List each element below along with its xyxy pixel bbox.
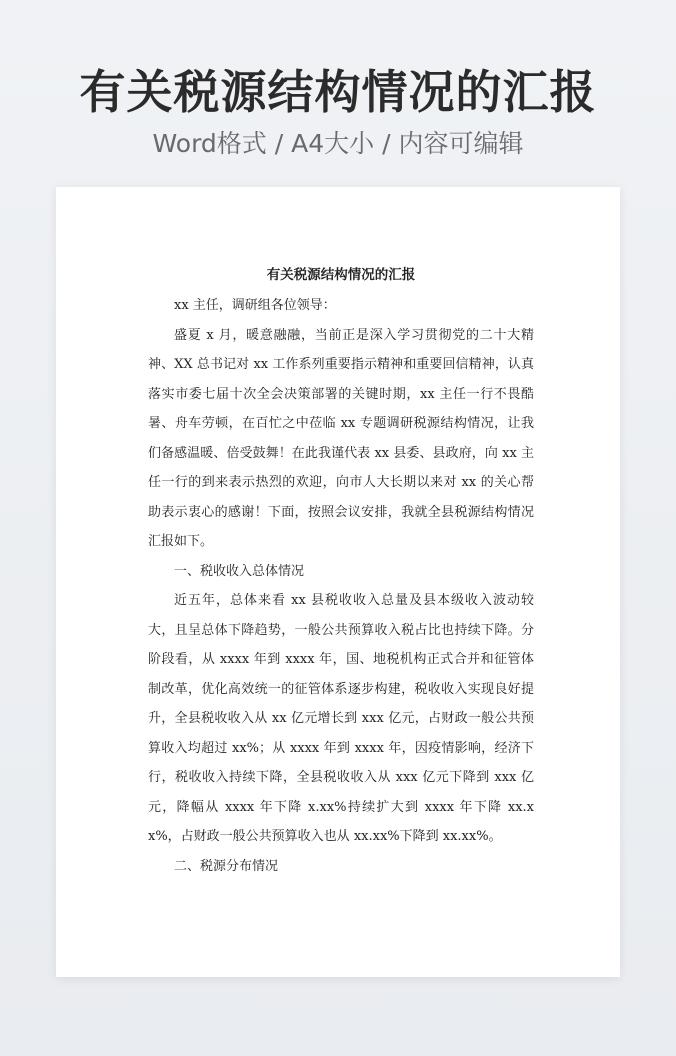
document-paragraph-tax-revenue: 近五年，总体来看 xx 县税收收入总量及县本级收入波动较大，且呈总体下降趋势，一般公共预算收入税占比也持续下降。分阶段看，从 xxxx 年到 xxxx 年，国、地税机构正式合并和征管体制改革，优化高效统一的征管体系逐步构建，税收收入实现良好提升，全县税收收入从 xx 亿元增长到 xxx 亿元，占财政一般公共预算收入均超过 xx%；从 xxxx 年到 xxxx 年，因疫情影响，经济下行，税收收入持续下降，全县税收收入从 xxx 亿元下降到 xxx 亿元，降幅从 xxxx 年下降 x.xx%持续扩大到 xxxx 年下降 xx.xx%，占财政一般公共预算收入也从 xx.xx%下降到 xx.xx%。 xyxy=(148,593,534,844)
document-title: 有关税源结构情况的汇报 xyxy=(266,267,416,283)
document-salutation: xx 主任，调研组各位领导： xyxy=(174,298,336,313)
page-header xyxy=(0,60,676,162)
document-body xyxy=(148,263,534,881)
document-page xyxy=(56,187,620,977)
page-title: 有关税源结构情况的汇报 xyxy=(79,65,597,119)
page-subtitle: Word格式 / A4大小 / 内容可编辑 xyxy=(152,129,524,158)
section-heading-tax-distribution: 二、税源分布情况 xyxy=(174,858,279,874)
section-heading-tax-revenue: 一、税收收入总体情况 xyxy=(174,563,305,579)
document-paragraph-opening: 盛夏 x 月，暖意融融，当前正是深入学习贯彻党的二十大精神、XX 总书记对 xx 工作系列重要指示精神和重要回信精神，认真落实市委七届十次全会决策部署的关键时期，xx 主任一行不畏酷暑、舟车劳顿，在百忙之中莅临 xx 专题调研税源结构情况，让我们备感温暖、倍受鼓舞！在此我谨代表 xx 县委、县政府，向 xx 主任一行的到来表示热烈的欢迎，向市人大长期以来对 xx 的关心帮助表示衷心的感谢！下面，按照会议安排，我就全县税源结构情况汇报如下。 xyxy=(148,327,534,549)
